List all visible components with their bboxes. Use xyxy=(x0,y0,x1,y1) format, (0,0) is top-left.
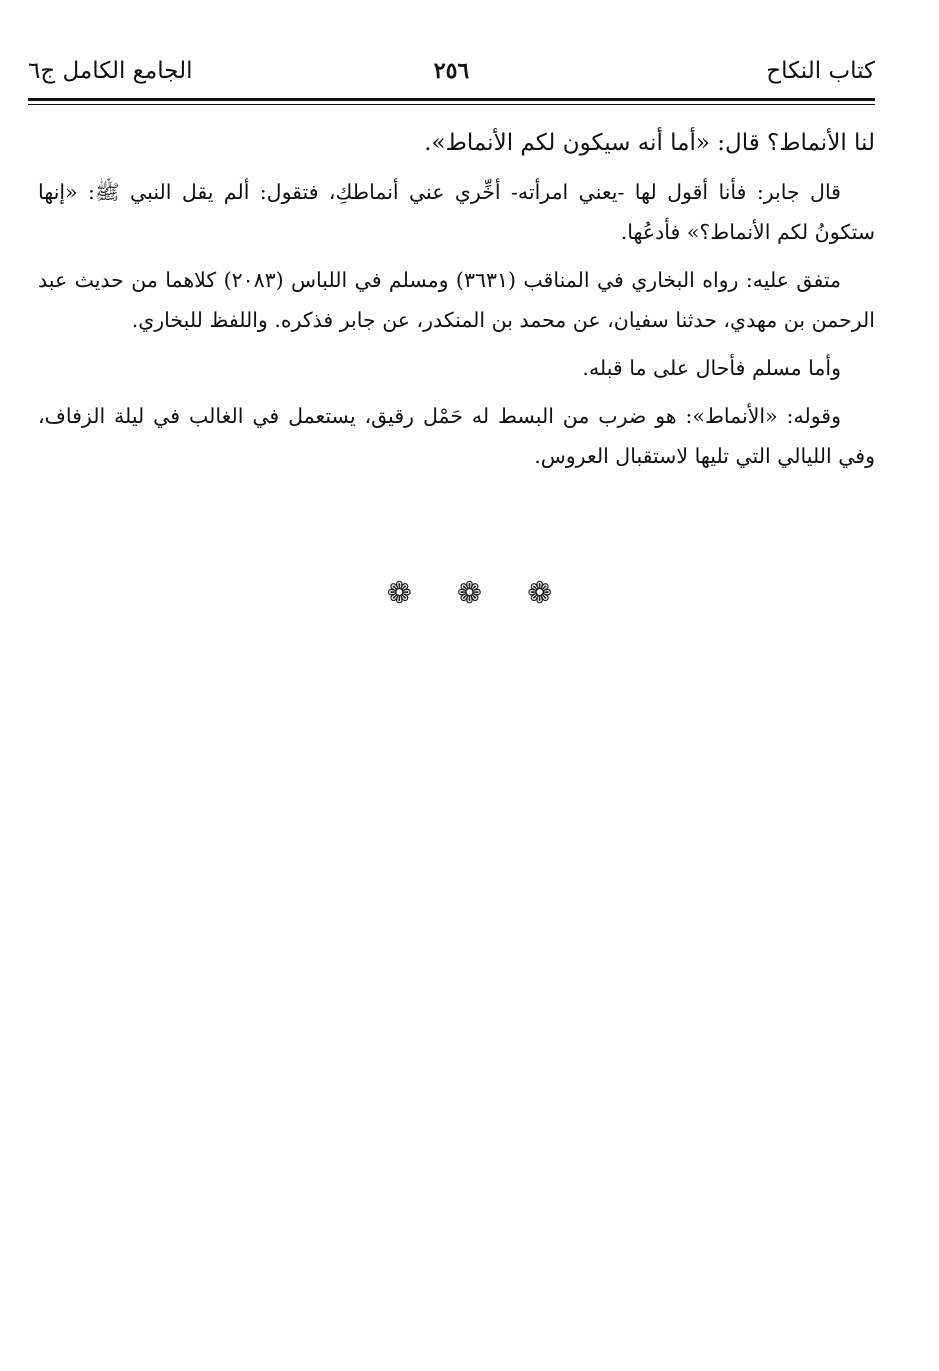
header-book-title: كتاب النكاح xyxy=(766,58,875,84)
floral-ornament-icon: ❁ xyxy=(386,576,412,611)
paragraph-hadith-end: لنا الأنماط؟ قال: «أما أنه سيكون لكم الأنماط». xyxy=(424,130,875,156)
floral-ornament-icon: ❁ xyxy=(456,576,483,611)
header-work-title: الجامع الكامل ج٦ xyxy=(28,58,193,84)
floral-ornament-icon: ❁ xyxy=(527,576,553,611)
paragraph-jabir-narration: قال جابر: فأنا أقول لها -يعني امرأته- أخِّري عني أنماطكِ، فتقول: ألم يقل النبي ﷺ: «إنها ستكونُ لكم الأنماط؟» فأدعُها. xyxy=(38,180,875,244)
paragraph-muslim-note: وأما مسلم فأحال على ما قبله. xyxy=(582,356,841,380)
page-number: ٢٥٦ xyxy=(433,58,470,84)
body-text xyxy=(38,120,875,484)
header-rule-thick xyxy=(28,98,875,101)
running-header xyxy=(28,56,875,96)
paragraph-takhrij: متفق عليه: رواه البخاري في المناقب (٣٦٣١) ومسلم في اللباس (٢٠٨٣) كلاهما من حديث عبد الرحمن بن مهدي، حدثنا سفيان، عن محمد بن المنكدر، عن جابر فذكره. واللفظ للبخاري. xyxy=(38,268,875,332)
paragraph-anmat-definition: وقوله: «الأنماط»: هو ضرب من البسط له حَمْل رقيق، يستعمل في الغالب في ليلة الزفاف، وفي الليالي التي تليها لاستقبال العروس. xyxy=(38,404,875,468)
header-rule-thin xyxy=(28,104,875,105)
section-end-ornaments xyxy=(0,572,939,616)
